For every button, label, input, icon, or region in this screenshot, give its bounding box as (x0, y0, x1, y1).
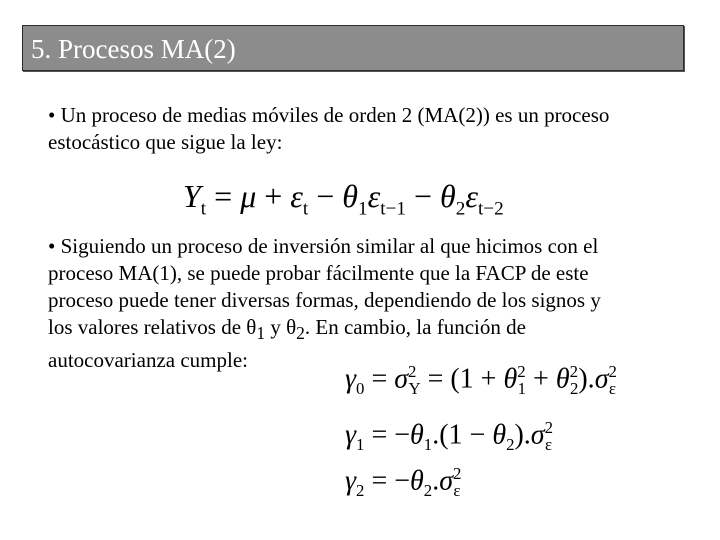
bullet2-line1: • Siguiendo un proceso de inversión similar al que hicimos con el (48, 234, 599, 258)
title-bar (22, 25, 684, 71)
slide-title: 5. Procesos MA(2) (31, 34, 236, 64)
main-equation: $Y_t = \mu + \varepsilon_t - \theta_1\varepsilon_{t-1} - \theta_2\varepsilon_{t-2}$ (183, 178, 504, 220)
gamma1-equation: $\gamma_1 = -\theta_1.(1 - \theta_2).\sigma^2_\varepsilon$ (345, 418, 553, 454)
bullet-paragraph-2 (48, 233, 713, 374)
bullet2-line2: proceso MA(1), se puede probar fácilmente que la FACP de este (48, 261, 589, 285)
bullet2-line4-b: y θ (265, 315, 297, 339)
theta2-subscript: 2 (296, 323, 305, 344)
gamma2-equation: $\gamma_2 = -\theta_2.\sigma^2_\varepsilon$ (345, 464, 462, 500)
theta1-subscript: 1 (256, 323, 266, 344)
bullet2-line3: proceso puede tener diversas formas, dependiendo de los signos y (48, 288, 601, 312)
gamma0-equation: $\gamma_0 = \sigma^2_Y = (1 + \theta^2_1 + \theta^2_2).\sigma^2_\varepsilon$ (345, 362, 617, 398)
bullet-paragraph-1 (48, 102, 708, 156)
bullet2-line4-a: los valores relativos de θ (48, 315, 257, 339)
bullet1-line1: • Un proceso de medias móviles de orden 2 (MA(2)) es un proceso (48, 103, 610, 127)
bullet2-line5: autocovarianza cumple: (48, 348, 248, 373)
bullet1-line2: estocástico que sigue la ley: (48, 130, 283, 154)
bullet2-line4 (48, 314, 713, 347)
bullet2-line4-c: . En cambio, la función de (304, 315, 526, 339)
